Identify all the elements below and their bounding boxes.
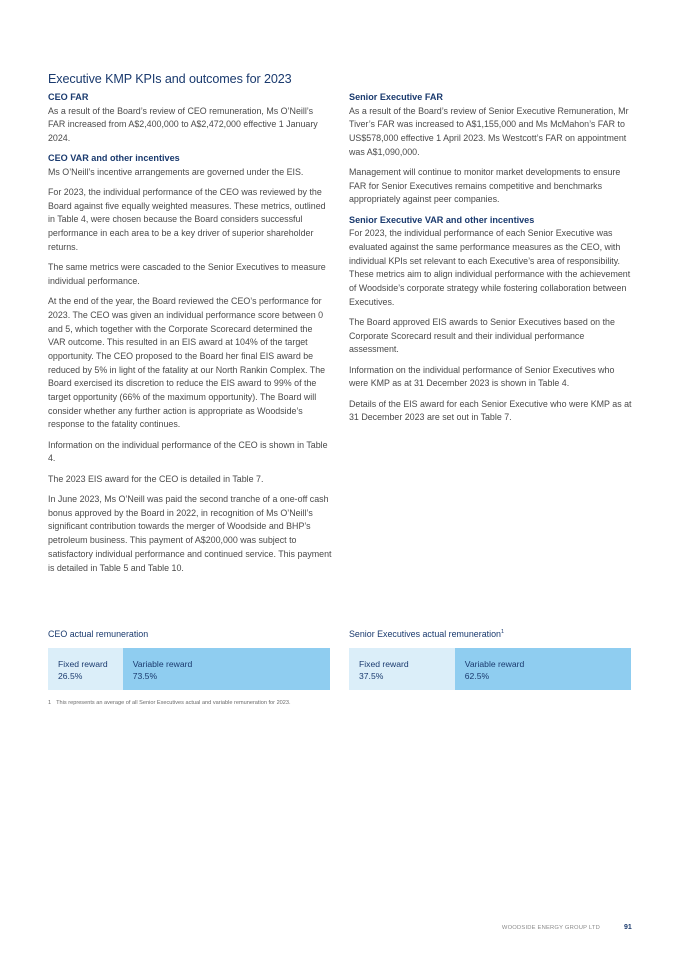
se-fixed-reward-segment	[349, 648, 455, 690]
footnote-number: 1	[48, 700, 52, 706]
ceo-variable-reward-value: 73.5%	[132, 671, 158, 681]
ceo-var-paragraph-2: For 2023, the individual performance of the CEO was reviewed by the Board against five equally weighted measures. These metrics, outlined in Table 4, were chosen because the Board considers successful performance in each area to be a key driver of superior shareholder returns.	[48, 187, 326, 252]
se-variable-reward-segment	[455, 648, 631, 690]
ceo-fixed-reward-value: 26.5%	[58, 671, 83, 681]
se-far-paragraph-1: As a result of the Board’s review of Senior Executive Remuneration, Mr Tiver’s FAR was increased to A$1,155,000 and Ms McMahon’s FAR to US$578,000 effective 1 April 2023. Ms Westcott’s FAR on appointment was A$1,090,000.	[349, 105, 629, 157]
se-var-paragraph-4: Details of the EIS award for each Senior Executive who were KMP as at 31 December 2023 are set out in Table 7.	[349, 398, 632, 423]
ceo-var-paragraph-5: Information on the individual performance of the CEO is shown in Table 4.	[48, 439, 328, 464]
ceo-fixed-reward-segment	[48, 648, 123, 690]
se-remuneration-footnote-marker: 1	[500, 629, 505, 636]
right-column	[349, 91, 633, 432]
se-fixed-reward-label: Fixed reward	[359, 659, 409, 669]
se-far-paragraph-2: Management will continue to monitor market developments to ensure FAR for Senior Executives remains competitive and benchmarks appropriately against peer companies.	[349, 166, 621, 205]
se-remuneration-bar	[349, 648, 631, 690]
se-var-paragraph-1: For 2023, the individual performance of each Senior Executive was evaluated against the same performance measures as the CEO, with individual KPIs set relevant to each Executive’s area of responsibility. These metrics aim to align individual performance with the achievement of Woodside’s corporate strategy while fostering collaboration between Executives.	[349, 228, 631, 307]
ceo-var-paragraph-7: In June 2023, Ms O’Neill was paid the second tranche of a one-off cash bonus approved by the Board in 2022, in recognition of Ms O’Neill’s significant contribution towards the merger of Woodside and BHP’s petroleum business. This payment of A$200,000 was subject to satisfactory individual performance and continued service. This payment is detailed in Table 5 and Table 10.	[48, 494, 332, 573]
ceo-var-paragraph-6: The 2023 EIS award for the CEO is detailed in Table 7.	[48, 473, 264, 484]
se-var-paragraph-2: The Board approved EIS awards to Senior Executives based on the Corporate Scorecard result and their individual performance assessment.	[349, 316, 615, 355]
page-title: Executive KMP KPIs and outcomes for 2023	[48, 72, 292, 86]
ceo-var-paragraph-4: At the end of the year, the Board reviewed the CEO’s performance for 2023. The CEO was given an individual performance score between 0 and 5, which together with the Corporate Scorecard determined the VAR outcome. This resulted in an EIS award at 104% of the target opportunity. The CEO proposed to the Board her final EIS award be reduced by 5% in light of the fatality at our North Rankin Complex. The Board exercised its discretion to reduce the EIS award to 99% of the target opportunity (66% of the maximum opportunity). The Board will consider whether any further action is appropriate as Woodside’s response to the fatality continues.	[48, 296, 326, 430]
footer-company-name: WOODSIDE ENERGY GROUP LTD	[501, 925, 600, 931]
ceo-variable-reward-segment	[123, 648, 330, 690]
se-variable-reward-value: 62.5%	[464, 671, 490, 681]
ceo-var-paragraph-3: The same metrics were cascaded to the Senior Executives to measure individual performance.	[48, 262, 326, 286]
page-number: 91	[624, 924, 632, 931]
footnote-text: This represents an average of all Senior Executives actual and variable remuneration for 2023.	[56, 700, 291, 706]
se-variable-reward-label: Variable reward	[464, 659, 525, 669]
se-fixed-reward-value: 37.5%	[359, 671, 384, 681]
ceo-far-heading: CEO FAR	[48, 92, 89, 102]
ceo-far-paragraph: As a result of the Board’s review of CEO remuneration, Ms O’Neill’s FAR increased from A$2,400,000 to A$2,472,000 effective 1 January 2024.	[48, 105, 318, 143]
ceo-var-paragraph-1: Ms O’Neill’s incentive arrangements are governed under the EIS.	[48, 166, 304, 177]
se-var-paragraph-3: Information on the individual performance of Senior Executives who were KMP as at 31 December 2023 is shown in Table 4.	[349, 364, 615, 389]
se-remuneration-title	[349, 629, 504, 639]
footnote	[48, 699, 348, 707]
ceo-remuneration-bar	[48, 648, 330, 690]
left-column	[48, 91, 332, 582]
se-far-heading: Senior Executive FAR	[349, 92, 444, 102]
ceo-remuneration-title: CEO actual remuneration	[48, 629, 149, 639]
ceo-variable-reward-label: Variable reward	[132, 659, 193, 669]
se-remuneration-title-text: Senior Executives actual remuneration	[349, 629, 501, 639]
ceo-var-heading: CEO VAR and other incentives	[48, 153, 180, 164]
se-var-heading: Senior Executive VAR and other incentives	[349, 214, 535, 225]
ceo-fixed-reward-label: Fixed reward	[58, 659, 108, 669]
